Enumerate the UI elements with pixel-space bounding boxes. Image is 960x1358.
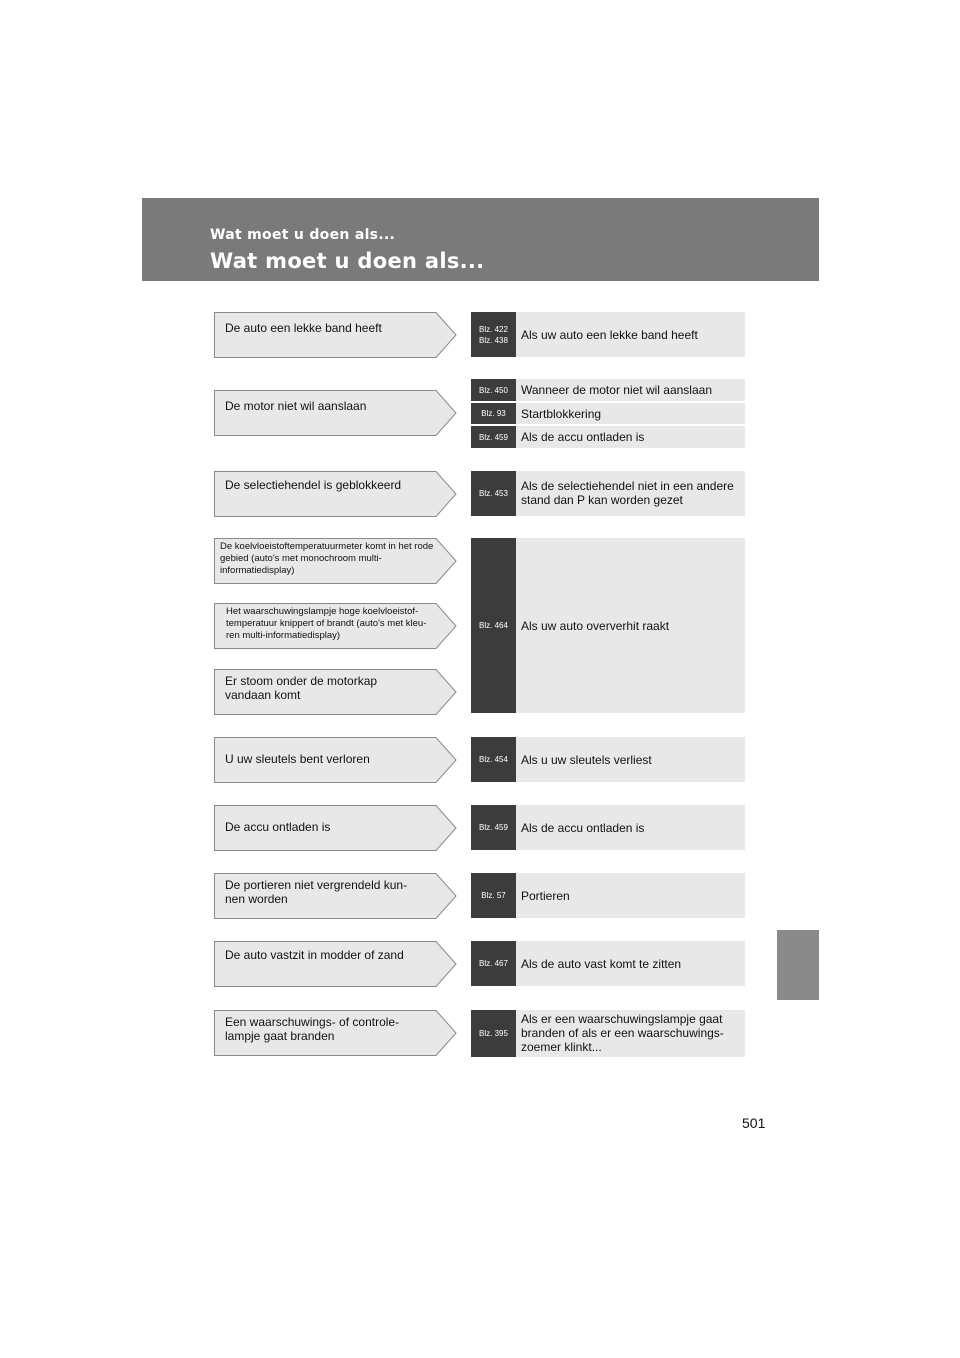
page-reference[interactable]: Blz. 454 bbox=[471, 737, 516, 782]
page-reference[interactable]: Blz. 395 bbox=[471, 1010, 516, 1057]
page-reference[interactable]: Blz. 57 bbox=[471, 873, 516, 918]
cause-coolant-gauge-red bbox=[214, 538, 457, 584]
cause-text: Het waarschuwingslampje hoge koelvloeistof-temperatuur knippert of brandt (auto's met kleu-ren multi-informatiedisplay) bbox=[226, 606, 427, 641]
reference-battery bbox=[471, 426, 745, 448]
page-number: 501 bbox=[742, 1115, 766, 1131]
cause-text: De koelvloeistoftemperatuurmeter komt in het rode gebied (auto's met monochroom multi-informatiedisplay) bbox=[220, 541, 434, 576]
page-reference[interactable]: Blz. 459 bbox=[471, 426, 516, 448]
reference-shift-lever bbox=[471, 471, 745, 516]
reference-overheating bbox=[471, 538, 745, 713]
cause-text: De auto een lekke band heeft bbox=[225, 321, 382, 335]
reference-text: Wanneer de motor niet wil aanslaan bbox=[521, 383, 712, 397]
cause-text: Een waarschuwings- of controle-lampje gaat branden bbox=[225, 1015, 400, 1043]
reference-text: Als er een waarschuwingslampje gaat branden of als er een waarschuwings-zoemer klinkt... bbox=[521, 1012, 724, 1054]
cause-text: U uw sleutels bent verloren bbox=[225, 752, 370, 766]
chapter-header bbox=[142, 198, 819, 281]
reference-text: Als uw auto een lekke band heeft bbox=[521, 327, 698, 342]
reference-immobilizer bbox=[471, 403, 745, 424]
cause-warning-light-on bbox=[214, 1010, 457, 1056]
page-ref-2: Blz. 438 bbox=[479, 335, 508, 345]
cause-doors-cannot-lock bbox=[214, 873, 457, 919]
reference-engine-wont-start bbox=[471, 379, 745, 401]
reference-flat-tire bbox=[471, 312, 745, 357]
cause-engine-wont-start bbox=[214, 390, 457, 436]
reference-doors bbox=[471, 873, 745, 918]
cause-text: Er stoom onder de motorkap vandaan komt bbox=[225, 674, 378, 702]
page-reference[interactable]: Blz. 450 bbox=[471, 379, 516, 401]
cause-coolant-warning-light bbox=[214, 603, 457, 649]
reference-text: Als de auto vast komt te zitten bbox=[521, 956, 682, 971]
cause-text: De portieren niet vergrendeld kun-nen worden bbox=[225, 878, 408, 906]
page-reference[interactable]: Blz. 93 bbox=[471, 403, 516, 424]
cause-text: De selectiehendel is geblokkeerd bbox=[225, 478, 402, 492]
reference-text: Portieren bbox=[521, 888, 570, 903]
cause-flat-tire bbox=[214, 312, 457, 358]
page-ref-1: Blz. 422 bbox=[479, 324, 508, 334]
page-title: Wat moet u doen als... bbox=[210, 249, 485, 273]
reference-keys-lost bbox=[471, 737, 745, 782]
page-reference[interactable]: Blz. 464 bbox=[471, 538, 516, 713]
section-title: Wat moet u doen als... bbox=[210, 227, 396, 243]
cause-keys-lost bbox=[214, 737, 457, 783]
cause-steam-under-hood bbox=[214, 669, 457, 715]
cause-battery-discharged bbox=[214, 805, 457, 851]
cause-shift-lever-locked bbox=[214, 471, 457, 517]
reference-text: Als de accu ontladen is bbox=[521, 430, 645, 444]
cause-text: De motor niet wil aanslaan bbox=[225, 399, 367, 413]
reference-stuck bbox=[471, 941, 745, 986]
page-reference[interactable] bbox=[471, 312, 516, 357]
cause-stuck-mud-sand bbox=[214, 941, 457, 987]
reference-text: Als de accu ontladen is bbox=[521, 820, 645, 835]
reference-warning-light bbox=[471, 1010, 745, 1057]
reference-text: Als u uw sleutels verliest bbox=[521, 752, 652, 767]
chapter-tab bbox=[777, 930, 819, 1000]
reference-text: Als uw auto oververhit raakt bbox=[521, 618, 670, 633]
arrow-shape bbox=[214, 390, 457, 436]
page-reference[interactable]: Blz. 459 bbox=[471, 805, 516, 850]
arrow-shape bbox=[214, 312, 457, 358]
cause-text: De auto vastzit in modder of zand bbox=[225, 948, 404, 962]
reference-battery-discharged bbox=[471, 805, 745, 850]
reference-text: Als de selectiehendel niet in een andere stand dan P kan worden gezet bbox=[521, 479, 734, 507]
page-reference[interactable]: Blz. 467 bbox=[471, 941, 516, 986]
reference-text: Startblokkering bbox=[521, 406, 602, 421]
cause-text: De accu ontladen is bbox=[225, 820, 331, 834]
page-reference[interactable]: Blz. 453 bbox=[471, 471, 516, 516]
